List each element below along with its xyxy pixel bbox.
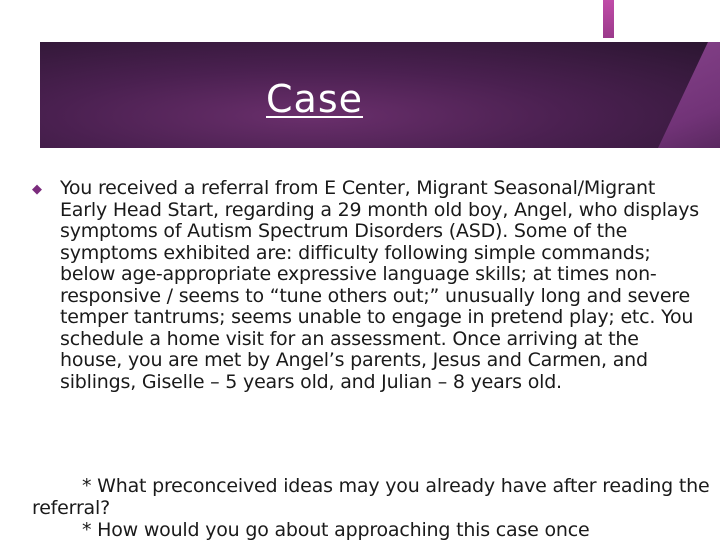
question-2: * How would you go about approaching this case once [82, 519, 590, 541]
bullet-list [32, 178, 700, 393]
accent-bar [603, 0, 614, 38]
case-description: You received a referral from E Center, Migrant Seasonal/Migrant Early Head Start, regarding a 29 month old boy, Angel, who displays symptoms of Autism Spectrum Disorders (ASD). Some of the symptoms exhibited are: difficulty following simple commands; below age-appropriate expressive language skills; at times non-responsive / seems to “tune others out;” unusually long and severe temper tantrums; seems unable to engage in pretend play; etc. You schedule a home visit for an assessment. Once arriving at the house, you are met by Angel’s parents, Jesus and Carmen, and siblings, Giselle – 5 years old, and Julian – 8 years old. [60, 177, 699, 393]
decorative-shard [600, 42, 720, 148]
bullet-item [32, 178, 700, 393]
slide-title: Case [266, 77, 363, 121]
question-1: * What preconceived ideas may you already have after reading the referral? [32, 475, 710, 519]
title-banner [40, 42, 720, 148]
diamond-bullet-icon: ◆ [32, 182, 42, 197]
